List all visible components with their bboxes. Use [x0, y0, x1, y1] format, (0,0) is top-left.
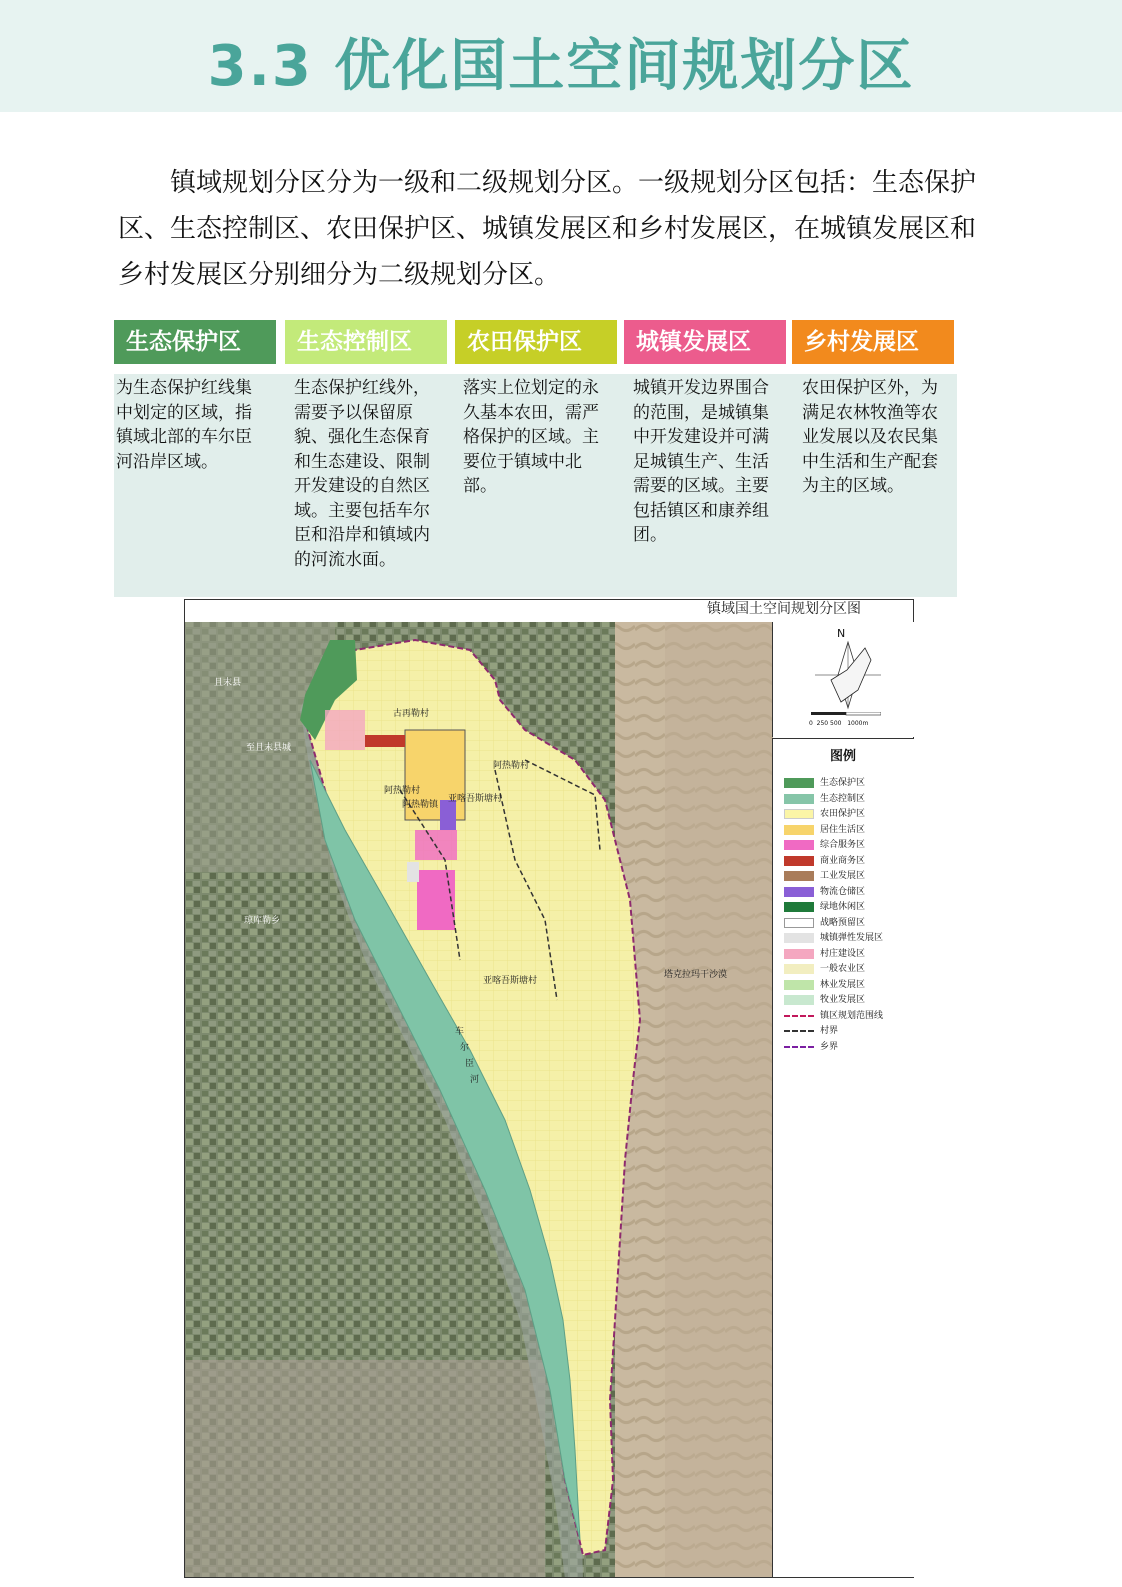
- intro-paragraph: 镇域规划分区分为一级和二级规划分区。一级规划分区包括：生态保护区、生态控制区、农田保护区、城镇发展区和乡村发展区，在城镇发展区和乡村发展区分别细分为二级规划分区。: [118, 168, 977, 290]
- river-label: 河: [470, 1075, 480, 1085]
- legend-swatch: [784, 778, 814, 788]
- legend-swatch: [784, 1015, 814, 1017]
- zone-desc-farmland-protection: 落实上位划定的永久基本农田，需严格保护的区域。主要位于镇域中北部。: [463, 378, 599, 496]
- north-arrow-box: [772, 622, 914, 737]
- place-label: 阿热勒村: [493, 761, 530, 771]
- river-label: 车: [455, 1027, 465, 1037]
- place-label: 阿热勒村: [384, 786, 421, 796]
- legend-item: 村界: [784, 1025, 838, 1037]
- legend-swatch: [784, 1046, 814, 1048]
- legend-item: 综合服务区: [784, 839, 865, 851]
- place-label: 阿热勒镇: [402, 800, 439, 810]
- legend-swatch: [784, 871, 814, 881]
- legend-swatch: [784, 840, 814, 850]
- legend-swatch: [784, 949, 814, 959]
- zone-header-rural-development: 乡村发展区: [792, 320, 954, 364]
- legend-swatch: [784, 933, 814, 943]
- legend-swatch: [784, 918, 814, 928]
- legend-item: 商业商务区: [784, 855, 865, 867]
- legend-item: 居住生活区: [784, 824, 865, 836]
- place-label: 至且末县城: [246, 743, 292, 753]
- place-label: 亚喀吾斯塘村: [448, 794, 503, 804]
- legend-item: 林业发展区: [784, 979, 865, 991]
- zone-header-ecological-control: 生态控制区: [285, 320, 447, 364]
- legend-swatch: [784, 995, 814, 1005]
- place-label: 亚喀吾斯塘村: [483, 976, 538, 986]
- legend-swatch: [784, 980, 814, 990]
- legend-item: 乡界: [784, 1041, 838, 1053]
- legend-swatch: [784, 964, 814, 974]
- legend-item: 绿地休闲区: [784, 901, 865, 913]
- legend-title: 图例: [830, 749, 857, 764]
- legend-item: 牧业发展区: [784, 994, 865, 1006]
- legend-item: 战略预留区: [784, 917, 865, 929]
- map-caption: 镇域国土空间规划分区图: [707, 601, 861, 617]
- legend-swatch: [784, 794, 814, 804]
- zone-header-farmland-protection: 农田保护区: [455, 320, 617, 364]
- river-label: 臣: [465, 1059, 475, 1069]
- zone-desc-ecological-control: 生态保护红线外，需要予以保留原貌、强化生态保育和生态建设、限制开发建设的自然区域。主要包括车尔臣和沿岸和镇域内的河流水面。: [294, 378, 430, 570]
- zone-desc-town-development: 城镇开发边界围合的范围，是城镇集中开发建设并可满足城镇生产、生活需要的区域。主要包括镇区和康养组团。: [633, 378, 769, 545]
- legend-item: 农田保护区: [784, 808, 865, 820]
- legend-swatch: [784, 856, 814, 866]
- title-band: [0, 0, 1122, 112]
- place-label: 琼库勒乡: [244, 916, 281, 926]
- legend-swatch: [784, 1030, 814, 1032]
- legend-item: 镇区规划范围线: [784, 1010, 883, 1022]
- place-label: 且末县: [214, 678, 242, 688]
- place-label: 古再勒村: [393, 709, 430, 719]
- zone-desc-rural-development: 农田保护区外，为满足农林牧渔等农业发展以及农民集中生活和生产配套为主的区域。: [802, 378, 938, 496]
- legend-item: 一般农业区: [784, 963, 865, 975]
- river-label: 尔: [460, 1043, 470, 1053]
- north-label: N: [837, 627, 846, 640]
- zone-desc-ecological-protection: 为生态保护红线集中划定的区域，指镇域北部的车尔臣河沿岸区域。: [116, 378, 252, 472]
- zone-header-ecological-protection: 生态保护区: [114, 320, 276, 364]
- legend-swatch: [784, 809, 814, 819]
- legend-item: 物流仓储区: [784, 886, 865, 898]
- legend-item: 工业发展区: [784, 870, 865, 882]
- page-title: 3.3 优化国土空间规划分区: [207, 34, 915, 99]
- scale-labels: 0 250 500 1000m: [809, 720, 869, 727]
- legend-item: 生态控制区: [784, 793, 865, 805]
- legend-swatch: [784, 902, 814, 912]
- legend-swatch: [784, 825, 814, 835]
- zone-header-town-development: 城镇发展区: [624, 320, 786, 364]
- north-arrow-icon: [813, 640, 883, 710]
- legend-item: 生态保护区: [784, 777, 865, 789]
- legend-item: 村庄建设区: [784, 948, 865, 960]
- place-label: 塔克拉玛干沙漠: [664, 970, 728, 980]
- legend-swatch: [784, 887, 814, 897]
- legend-item: 城镇弹性发展区: [784, 932, 883, 944]
